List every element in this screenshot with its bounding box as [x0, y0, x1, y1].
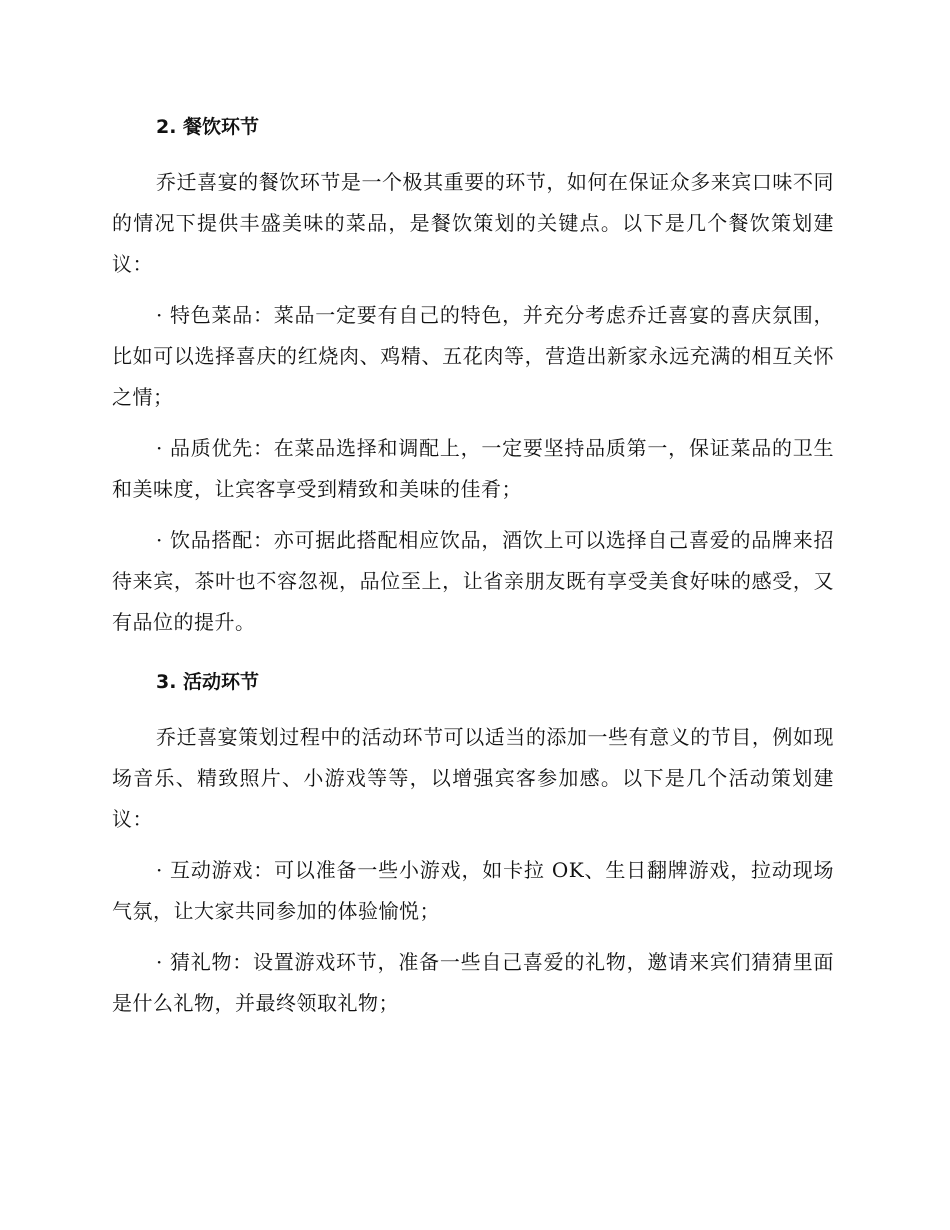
list-item: · 猜礼物：设置游戏环节，准备一些自己喜爱的礼物，邀请来宾们猜猜里面是什么礼物，并最终领取礼物；	[112, 950, 834, 1015]
list-item: · 品质优先：在菜品选择和调配上，一定要坚持品质第一，保证菜品的卫生和美味度，让宾客享受到精致和美味的佳肴；	[112, 436, 834, 501]
section-intro-activities: 乔迁喜宴策划过程中的活动环节可以适当的添加一些有意义的节目，例如现场音乐、精致照片、小游戏等等，以增强宾客参加感。以下是几个活动策划建议：	[112, 725, 834, 831]
list-item: · 饮品搭配：亦可据此搭配相应饮品，酒饮上可以选择自己喜爱的品牌来招待来宾，茶叶也不容忽视，品位至上，让省亲朋友既有享受美食好味的感受，又有品位的提升。	[112, 528, 834, 634]
section-heading-catering: 2. 餐饮环节	[156, 116, 260, 138]
document-body	[112, 112, 834, 1034]
list-item: · 特色菜品：菜品一定要有自己的特色，并充分考虑乔迁喜宴的喜庆氛围，比如可以选择喜庆的红烧肉、鸡精、五花肉等，营造出新家永远充满的相互关怀之情；	[112, 303, 834, 409]
section-intro-catering: 乔迁喜宴的餐饮环节是一个极其重要的环节，如何在保证众多来宾口味不同的情况下提供丰盛美味的菜品，是餐饮策划的关键点。以下是几个餐饮策划建议：	[112, 170, 834, 276]
list-item: · 互动游戏：可以准备一些小游戏，如卡拉 OK、生日翻牌游戏，拉动现场气氛，让大家共同参加的体验愉悦；	[112, 858, 834, 923]
section-heading-activities: 3. 活动环节	[156, 671, 260, 693]
